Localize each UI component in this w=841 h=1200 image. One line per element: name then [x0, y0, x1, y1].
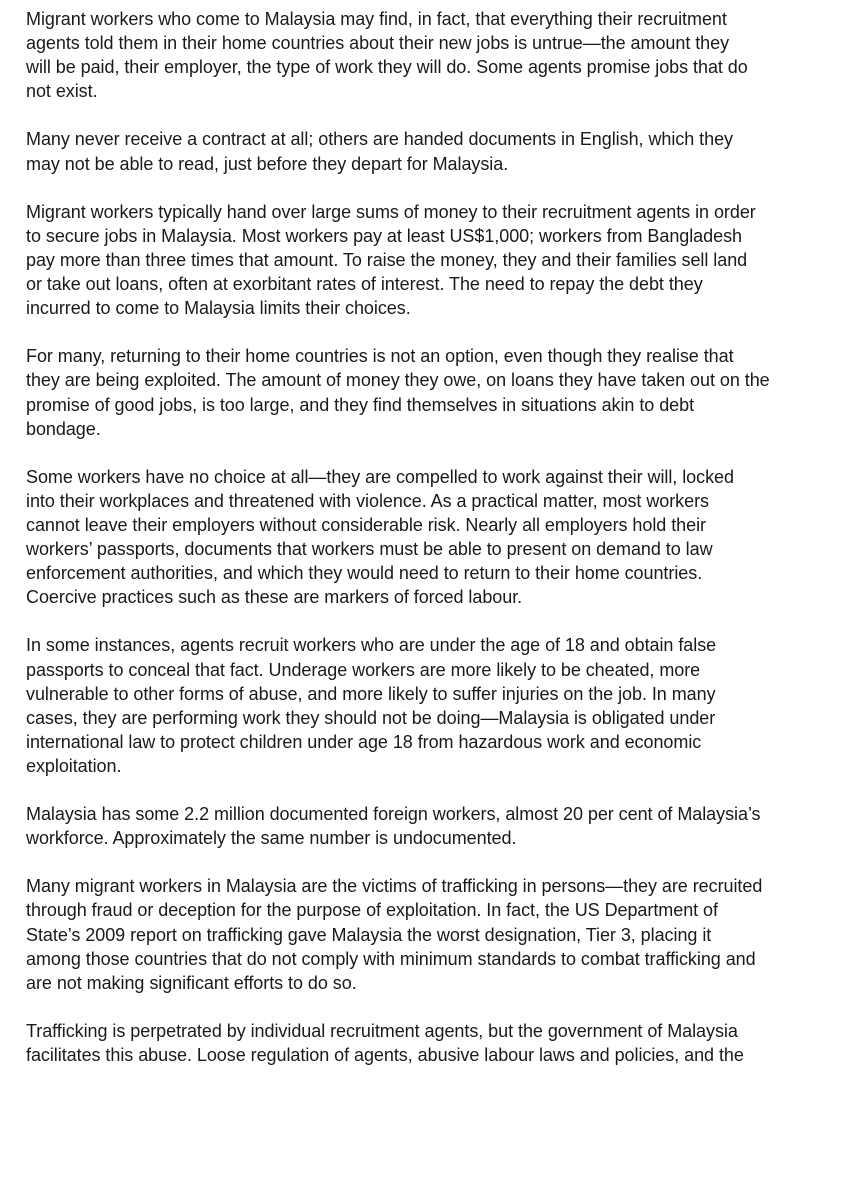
paragraph-underage-workers: In some instances, agents recruit workers who are under the age of 18 and obtain false passports to conceal that fact. Underage workers are more likely to be cheated, more vulnerable to other forms of abuse, and more likely to suffer injuries on the job. In many cases, they are performing work they should not be doing—Malaysia is obligated under international law to protect children under age 18 from hazardous work and economic exploitation.: [26, 635, 717, 776]
paragraph-trafficking: Many migrant workers in Malaysia are the victims of trafficking in persons—they are recruited through fraud or deception for the purpose of exploitation. In fact, the US Department of State’s 2009 report on trafficking gave Malaysia the worst designation, Tier 3, placing it among those countries that do not comply with minimum standards to combat trafficking and are not making significant efforts to do so.: [26, 876, 763, 993]
paragraph-recruitment-lies: Migrant workers who come to Malaysia may find, in fact, that everything their recruitment agents told them in their home countries about their new jobs is untrue—the amount they will be paid, their employer, the type of work they will do. Some agents promise jobs that do not exist.: [26, 9, 748, 102]
paragraph-government-role: Trafficking is perpetrated by individual recruitment agents, but the government of Malaysia facilitates this abuse. Loose regulation of agents, abusive labour laws and policies, and the: [26, 1020, 744, 1066]
paragraph-recruitment-fees: Migrant workers typically hand over large sums of money to their recruitment agents in order to secure jobs in Malaysia. Most workers pay at least US$1,000; workers from Bangladesh pay more than three times that amount. To raise the money, they and their families sell land or take out loans, often at exorbitant rates of interest. The need to repay the debt they incurred to come to Malaysia limits their choices.: [26, 201, 756, 319]
document-page: [26, 7, 838, 1091]
paragraph-worker-statistics: Malaysia has some 2.2 million documented foreign workers, almost 20 per cent of Malaysia’s workforce. Approximately the same number is undocumented.: [26, 804, 761, 849]
paragraph-contracts: Many never receive a contract at all; others are handed documents in English, which they may not be able to read, just before they depart for Malaysia.: [26, 129, 733, 174]
paragraph-forced-labour: Some workers have no choice at all—they are compelled to work against their will, locked into their workplaces and threatened with violence. As a practical matter, most workers cannot leave their employers without considerable risk. Nearly all employers hold their workers’ passports, documents that workers must be able to present on demand to law enforcement authorities, and which they would need to return to their home countries. Coercive practices such as these are markers of forced labour.: [26, 466, 734, 608]
paragraph-debt-bondage: For many, returning to their home countries is not an option, even though they realise that they are being exploited. The amount of money they owe, on loans they have taken out on the promise of good jobs, is too large, and they find themselves in situations akin to debt bondage.: [26, 346, 770, 439]
